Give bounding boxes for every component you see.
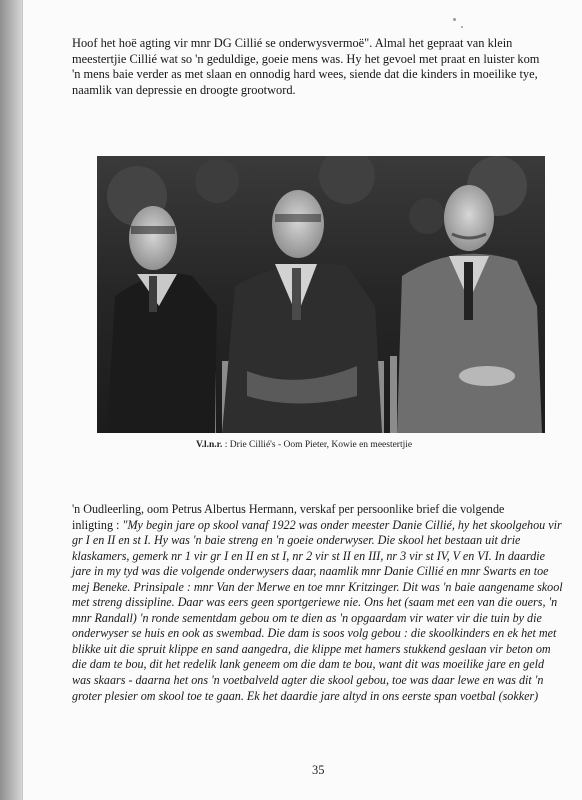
text-segment: inligting : [72, 517, 123, 532]
quoted-text-line: gr I en II en st I. Hy was 'n baie streng en 'n goeie onderwyser. Die skool het bestaan uit drie [72, 533, 521, 548]
quoted-text-line: mej Beneke. Prinsipale : mnr Van der Merwe en toe mnr Kritzinger. Dit was 'n baie aangename skool [72, 579, 563, 594]
text-line: naamlik van depressie en droogte grootword. [72, 82, 296, 97]
quoted-text-line: onderwyser se huis en ook as swembad. Die dam is soos volg gebou : die skoolkinders en ek het met [72, 626, 557, 641]
quoted-text-line: blikke uit die spruit klippe en sand aangedra, die klippe met hamers stukkend geslaan vir beton om [72, 641, 551, 656]
body-paragraph [72, 502, 562, 704]
text-line: Hoof het hoë agting vir mnr DG Cillié se onderwysvermoë". Almal het gepraat van klein [72, 36, 513, 50]
scan-speck [461, 26, 463, 28]
text-line [72, 518, 562, 534]
quoted-text-line: mnr Randall) 'n ronde sementdam gebou om te dien as 'n opgaardam vir water vir die tuin by die [72, 610, 542, 625]
photograph-three-men-seated [97, 156, 545, 433]
scan-speck [453, 18, 456, 21]
top-paragraph [72, 36, 560, 98]
photo-caption [196, 440, 496, 450]
quoted-text-line: was skaars - daarna het ons 'n voetbalveld agter die skool gebou, toe was daar lewe en was dit 'n [72, 673, 544, 688]
binding-shadow [0, 0, 22, 800]
quoted-text-line: groter plesier om skool toe te gaan. Ek het daardie jare altyd in ons eerste span voetbal (sokker) [72, 688, 539, 703]
caption-prefix: V.l.n.r. [196, 440, 223, 450]
text-line: meestertjie Cillié wat so 'n geduldige, goeie mens was. Hy het gevoel met praat en luister kom [72, 51, 540, 66]
quoted-text-segment: "My begin jare op skool vanaf 1922 was onder meester Danie Cillié, hy het skoolgehou vir [122, 517, 562, 532]
page-number: 35 [312, 763, 325, 777]
quoted-text-line: jare in my tyd was die volgende onderwysers daar, naamlik mnr Danie Cillié en mnr Swarts en toe [72, 564, 549, 579]
quoted-text-line: met streng dissipline. Daar was eers geen sportgeriewe nie. Ons het (saam met een van die ouers, 'n [72, 595, 558, 610]
text-line: 'n mens baie verder as met slaan en onnodig hard wees, siende dat die kinders in moeilike tye, [72, 67, 538, 82]
quoted-text-line: die dam te bou, dit het redelik lank geneem om die dam te bou, want dit was moeilike jare en geld [72, 657, 544, 672]
quoted-text-line: klaskamers, gemerk nr 1 vir gr I en II en st I, nr 2 vir st II en III, nr 3 vir st IV, V en VI. In daardie [72, 548, 546, 563]
text-line: 'n Oudleerling, oom Petrus Albertus Hermann, verskaf per persoonlike brief die volgende [72, 502, 505, 516]
caption-text: : Drie Cillié's - Oom Pieter, Kowie en meestertjie [222, 440, 413, 450]
